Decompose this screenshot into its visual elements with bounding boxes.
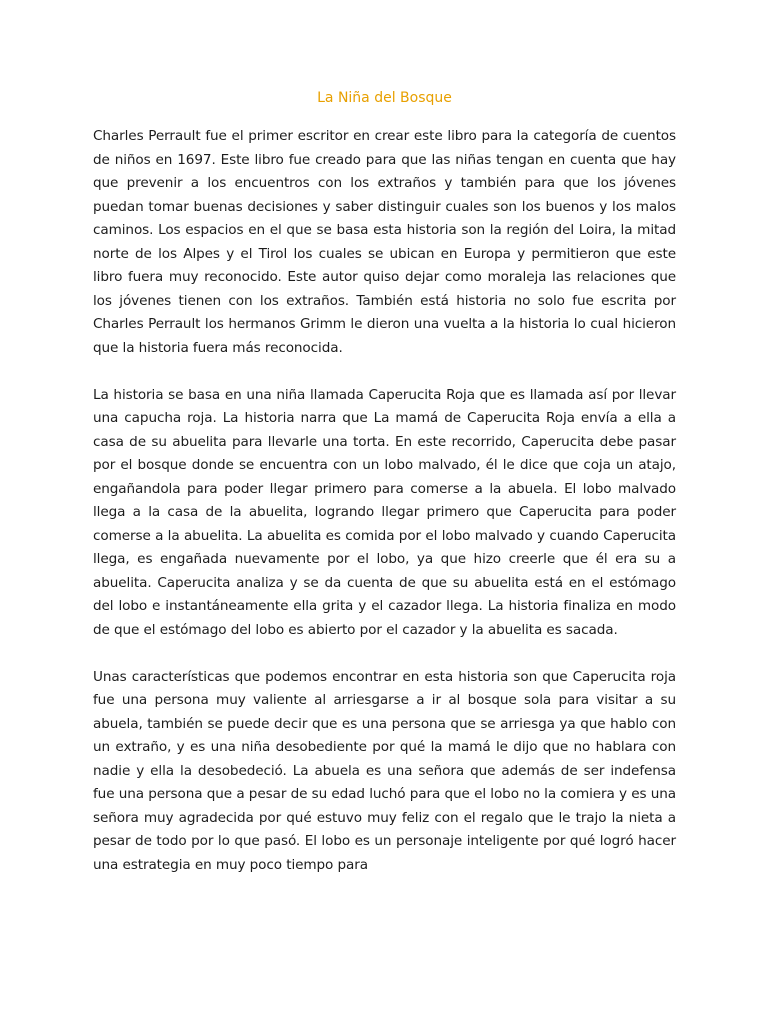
document-title: La Niña del Bosque — [317, 90, 452, 106]
paragraph-1: Charles Perrault fue el primer escritor en crear este libro para la categoría de cuentos de niños en 1697. Este libro fue creado para que las niñas tengan en cuenta que hay que prevenir a los encuentros con los extraños y también para que los jóvenes puedan tomar buenas decisiones y saber distinguir cuales son los buenos y los malos caminos. Los espacios en el que se basa esta historia son la región del Loira, la mitad norte de los Alpes y el Tirol los cuales se ubican en Europa y permitieron que este libro fuera muy reconocido. Este autor quiso dejar como moraleja las relaciones que los jóvenes tienen con los extraños. También está historia no solo fue escrita por Charles Perrault los hermanos Grimm le dieron una vuelta a la historia lo cual hicieron que la historia fuera más reconocida. — [93, 128, 676, 356]
paragraph-2: La historia se basa en una niña llamada Caperucita Roja que es llamada así por llevar una capucha roja. La historia narra que La mamá de Caperucita Roja envía a ella a casa de su abuelita para llevarle una torta. En este recorrido, Caperucita debe pasar por el bosque donde se encuentra con un lobo malvado, él le dice que coja un atajo, engañandola para poder llegar primero para comerse a la abuela. El lobo malvado llega a la casa de la abuelita, logrando llegar primero que Caperucita para poder comerse a la abuelita. La abuelita es comida por el lobo malvado y cuando Caperucita llega, es engañada nuevamente por el lobo, ya que hizo creerle que él era su a abuelita. Caperucita analiza y se da cuenta de que su abuelita está en el estómago del lobo e instantáneamente ella grita y el cazador llega. La historia finaliza en modo de que el estómago del lobo es abierto por el cazador y la abuelita es sacada. — [93, 386, 676, 638]
paragraph-3: Unas características que podemos encontrar en esta historia son que Caperucita roja fue una persona muy valiente al arriesgarse a ir al bosque sola para visitar a su abuela, también se puede decir que es una persona que se arriesga ya que hablo con un extraño, y es una niña desobediente por qué la mamá le dijo que no hablara con nadie y ella la desobedeció. La abuela es una señora que además de ser indefensa fue una persona que a pesar de su edad luchó para que el lobo no la comiera y es una señora muy agradecida por qué estuvo muy feliz con el regalo que le trajo la nieta a pesar de todo por lo que pasó. El lobo es un personaje inteligente por qué logró hacer una estrategia en muy poco tiempo para — [93, 668, 676, 873]
